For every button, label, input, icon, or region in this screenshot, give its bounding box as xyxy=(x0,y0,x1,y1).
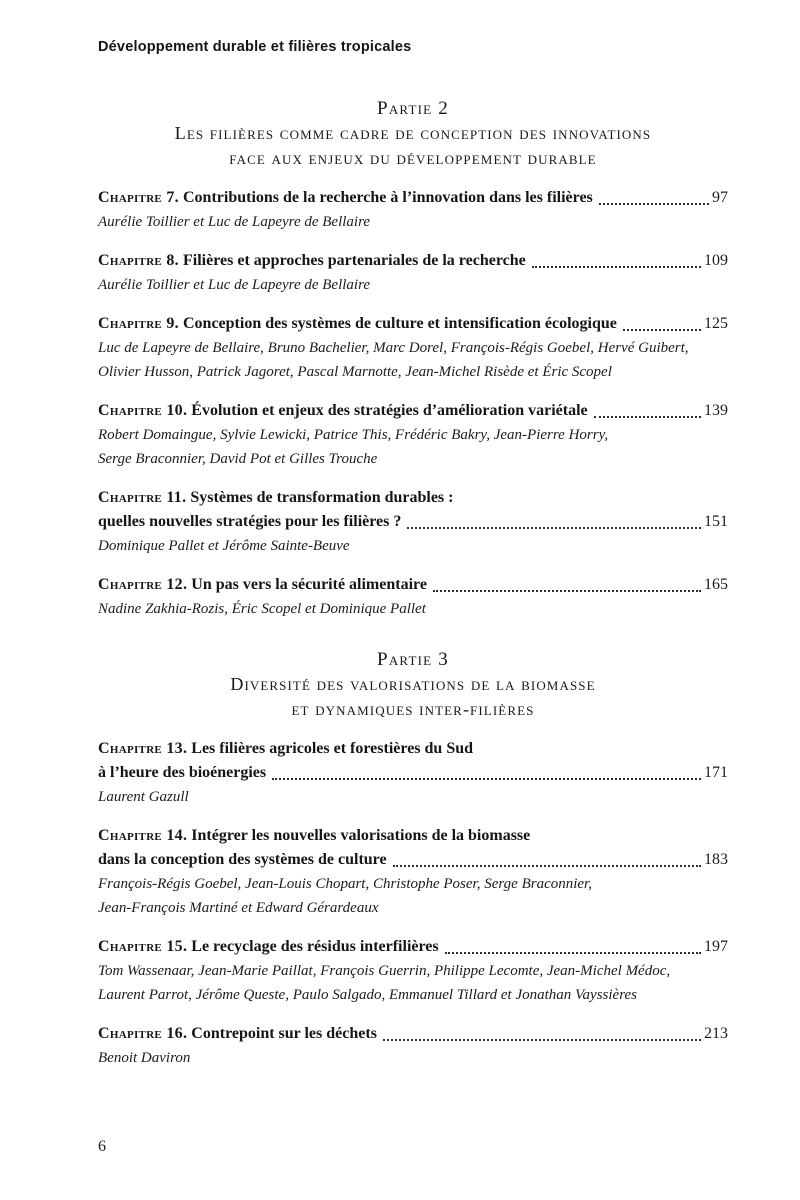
chapter-page-number: 213 xyxy=(704,1025,728,1042)
chapter-authors: Laurent Gazull xyxy=(98,789,189,805)
chapter-authors: Aurélie Toillier et Luc de Lapeyre de Bellaire xyxy=(98,277,371,293)
chapter-authors: Nadine Zakhia-Rozis, Éric Scopel et Dominique Pallet xyxy=(98,601,426,617)
chapter-label: Chapitre 15. xyxy=(98,938,188,955)
chapter-title: Systèmes de transformation durables : xyxy=(190,489,454,506)
chapter-authors: Robert Domaingue, Sylvie Lewicki, Patrice This, Frédéric Bakry, Jean-Pierre Horry, xyxy=(98,427,609,443)
part-2-title-line-1: Les filières comme cadre de conception des innovations xyxy=(174,123,652,143)
chapter-authors: Jean-François Martiné et Edward Gérardeaux xyxy=(98,900,379,916)
chapter-authors: Benoit Daviron xyxy=(98,1050,191,1066)
dotted-leader xyxy=(393,865,701,867)
chapter-authors: Luc de Lapeyre de Bellaire, Bruno Bachelier, Marc Dorel, François-Régis Goebel, Hervé Guibert, xyxy=(98,340,689,356)
chapter-label: Chapitre 14. xyxy=(98,827,188,844)
chapter-title: Évolution et enjeux des stratégies d’amélioration variétale xyxy=(191,402,588,419)
chapter-title-line xyxy=(98,249,728,273)
chapter-title-line xyxy=(98,312,728,336)
chapter-title-line xyxy=(98,935,728,959)
chapter-title: Filières et approches partenariales de la recherche xyxy=(182,252,526,269)
chapter-authors: Tom Wassenaar, Jean-Marie Paillat, François Guerrin, Philippe Lecomte, Jean-Michel Médoc, xyxy=(98,963,671,979)
dotted-leader xyxy=(272,778,701,780)
chapter-title: Le recyclage des résidus interfilières xyxy=(191,938,439,955)
dotted-leader xyxy=(445,952,701,954)
chapter-title-line xyxy=(98,1022,728,1046)
chapter-title-continued: dans la conception des systèmes de culture xyxy=(98,851,387,868)
chapter-title: Contrepoint sur les déchets xyxy=(191,1025,377,1042)
part-2-heading xyxy=(98,96,728,171)
dotted-leader xyxy=(594,416,701,418)
chapter-page-number: 125 xyxy=(704,315,728,332)
chapter-title: Conception des systèmes de culture et intensification écologique xyxy=(182,315,617,332)
chapter-authors: François-Régis Goebel, Jean-Louis Chopart, Christophe Poser, Serge Braconnier, xyxy=(98,876,592,892)
toc-entry-chapitre-13 xyxy=(98,737,728,809)
chapter-title: Intégrer les nouvelles valorisations de la biomasse xyxy=(191,827,531,844)
chapter-page-number: 139 xyxy=(704,402,728,419)
toc-entry-chapitre-15 xyxy=(98,935,728,1007)
chapter-title: Contributions de la recherche à l’innovation dans les filières xyxy=(182,189,593,206)
chapter-title-line xyxy=(98,510,728,534)
chapter-label: Chapitre 8. xyxy=(98,252,179,269)
chapter-label: Chapitre 7. xyxy=(98,189,179,206)
chapter-page-number: 183 xyxy=(704,851,728,868)
part-2-label: Partie 2 xyxy=(377,98,449,119)
chapter-label: Chapitre 9. xyxy=(98,315,179,332)
chapter-label: Chapitre 13. xyxy=(98,740,188,757)
toc-entry-chapitre-11 xyxy=(98,486,728,558)
chapter-page-number: 109 xyxy=(704,252,728,269)
chapter-title-line xyxy=(98,186,728,210)
chapter-label: Chapitre 11. xyxy=(98,489,187,506)
dotted-leader xyxy=(599,203,709,205)
chapter-title-continued: quelles nouvelles stratégies pour les filières ? xyxy=(98,513,402,530)
part-2-title-line-2: face aux enjeux du développement durable xyxy=(229,148,597,168)
dotted-leader xyxy=(623,329,701,331)
dotted-leader xyxy=(407,527,701,529)
chapter-authors: Serge Braconnier, David Pot et Gilles Trouche xyxy=(98,451,378,467)
running-header: Développement durable et filières tropicales xyxy=(98,39,412,55)
part-3-title-line-1: Diversité des valorisations de la biomasse xyxy=(230,674,596,694)
footer-page-number: 6 xyxy=(98,1138,106,1155)
dotted-leader xyxy=(433,590,701,592)
chapter-page-number: 165 xyxy=(704,576,728,593)
chapter-page-number: 197 xyxy=(704,938,728,955)
toc-entry-chapitre-12 xyxy=(98,573,728,621)
chapter-title-line xyxy=(98,399,728,423)
chapter-label: Chapitre 16. xyxy=(98,1025,188,1042)
chapter-authors: Laurent Parrot, Jérôme Queste, Paulo Salgado, Emmanuel Tillard et Jonathan Vayssières xyxy=(98,987,637,1003)
toc-entry-chapitre-14 xyxy=(98,824,728,920)
part-3-heading xyxy=(98,647,728,722)
chapter-page-number: 171 xyxy=(704,764,728,781)
chapter-title: Un pas vers la sécurité alimentaire xyxy=(191,576,427,593)
chapter-title-line xyxy=(98,573,728,597)
chapter-title: Les filières agricoles et forestières du Sud xyxy=(191,740,474,757)
dotted-leader xyxy=(383,1039,701,1041)
chapter-page-number: 151 xyxy=(704,513,728,530)
toc-entry-chapitre-9 xyxy=(98,312,728,384)
chapter-title-continued: à l’heure des bioénergies xyxy=(98,764,267,781)
chapter-title-line xyxy=(98,737,728,761)
chapter-title-line xyxy=(98,761,728,785)
chapter-page-number: 97 xyxy=(712,189,728,206)
chapter-title-line xyxy=(98,848,728,872)
chapter-label: Chapitre 12. xyxy=(98,576,188,593)
part-3-title-line-2: et dynamiques inter-filières xyxy=(291,699,535,719)
chapter-authors: Dominique Pallet et Jérôme Sainte-Beuve xyxy=(98,538,350,554)
toc-entry-chapitre-10 xyxy=(98,399,728,471)
chapter-authors: Olivier Husson, Patrick Jagoret, Pascal Marnotte, Jean-Michel Risède et Éric Scopel xyxy=(98,364,612,380)
chapter-title-line xyxy=(98,486,728,510)
chapter-authors: Aurélie Toillier et Luc de Lapeyre de Bellaire xyxy=(98,214,371,230)
toc-entry-chapitre-7 xyxy=(98,186,728,234)
chapter-title-line xyxy=(98,824,728,848)
toc-entry-chapitre-8 xyxy=(98,249,728,297)
chapter-label: Chapitre 10. xyxy=(98,402,188,419)
toc-entry-chapitre-16 xyxy=(98,1022,728,1070)
part-3-label: Partie 3 xyxy=(377,649,449,670)
dotted-leader xyxy=(532,266,701,268)
